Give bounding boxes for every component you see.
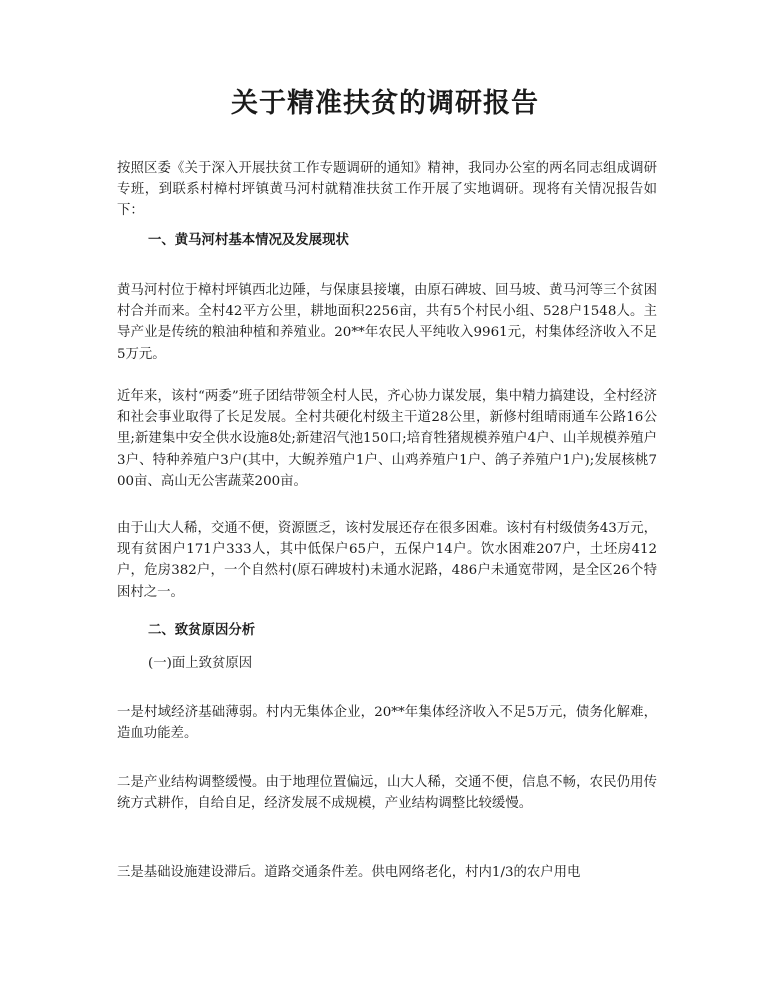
document-title: 关于精准扶贫的调研报告: [231, 88, 539, 119]
section-2-heading: 二、致贫原因分析: [148, 622, 256, 638]
section-2-paragraph-1: 一是村域经济基础薄弱。村内无集体企业，20**年集体经济收入不足5万元，债务化解难，造血功能差。: [117, 705, 657, 742]
section-2-paragraph-3: 三是基础设施建设滞后。道路交通条件差。供电网络老化，村内1/3的农户用电: [117, 865, 581, 880]
section-2-subheading-1: (一)面上致贫原因: [148, 656, 253, 671]
intro-paragraph: 按照区委《关于深入开展扶贫工作专题调研的通知》精神，我同办公室的两名同志组成调研专班，到联系村樟村坪镇黄马河村就精准扶贫工作开展了实地调研。现将有关情况报告如下：: [117, 161, 657, 219]
section-1-paragraph-1: 黄马河村位于樟村坪镇西北边陲，与保康县接壤，由原石碑坡、回马坡、黄马河等三个贫困村合并而来。全村42平方公里，耕地面积2256亩，共有5个村民小组、528户1548人。主导产业是传统的粮油种植和养殖业。20**年农民人平纯收入9961元，村集体经济收入不足5万元。: [117, 283, 657, 362]
section-2-paragraph-2: 二是产业结构调整缓慢。由于地理位置偏远，山大人稀，交通不便，信息不畅，农民仍用传统方式耕作，自给自足，经济发展不成规模，产业结构调整比较缓慢。: [117, 775, 657, 812]
section-1-paragraph-2: 近年来，该村“两委”班子团结带领全村人民，齐心协力谋发展，集中精力搞建设，全村经济和社会事业取得了长足发展。全村共硬化村级主干道28公里，新修村组晴雨通车公路16公里;新建集中安全供水设施8处;新建沼气池150口;培育牲猪规模养殖户4户、山羊规模养殖户3户、特种养殖户3户(其中，大鲵养殖户1户、山鸡养殖户1户、鸽子养殖户1户);发展核桃700亩、高山无公害蔬菜200亩。: [117, 389, 657, 489]
section-1-paragraph-3: 由于山大人稀，交通不便，资源匮乏，该村发展还存在很多困难。该村有村级债务43万元，现有贫困户171户333人，其中低保户65户，五保户14户。饮水困难207户，土坯房412户，危房382户，一个自然村(原石碑坡村)未通水泥路，486户未通宽带网，是全区26个特困村之一。: [117, 521, 657, 600]
section-1-heading: 一、黄马河村基本情况及发展现状: [148, 232, 349, 248]
